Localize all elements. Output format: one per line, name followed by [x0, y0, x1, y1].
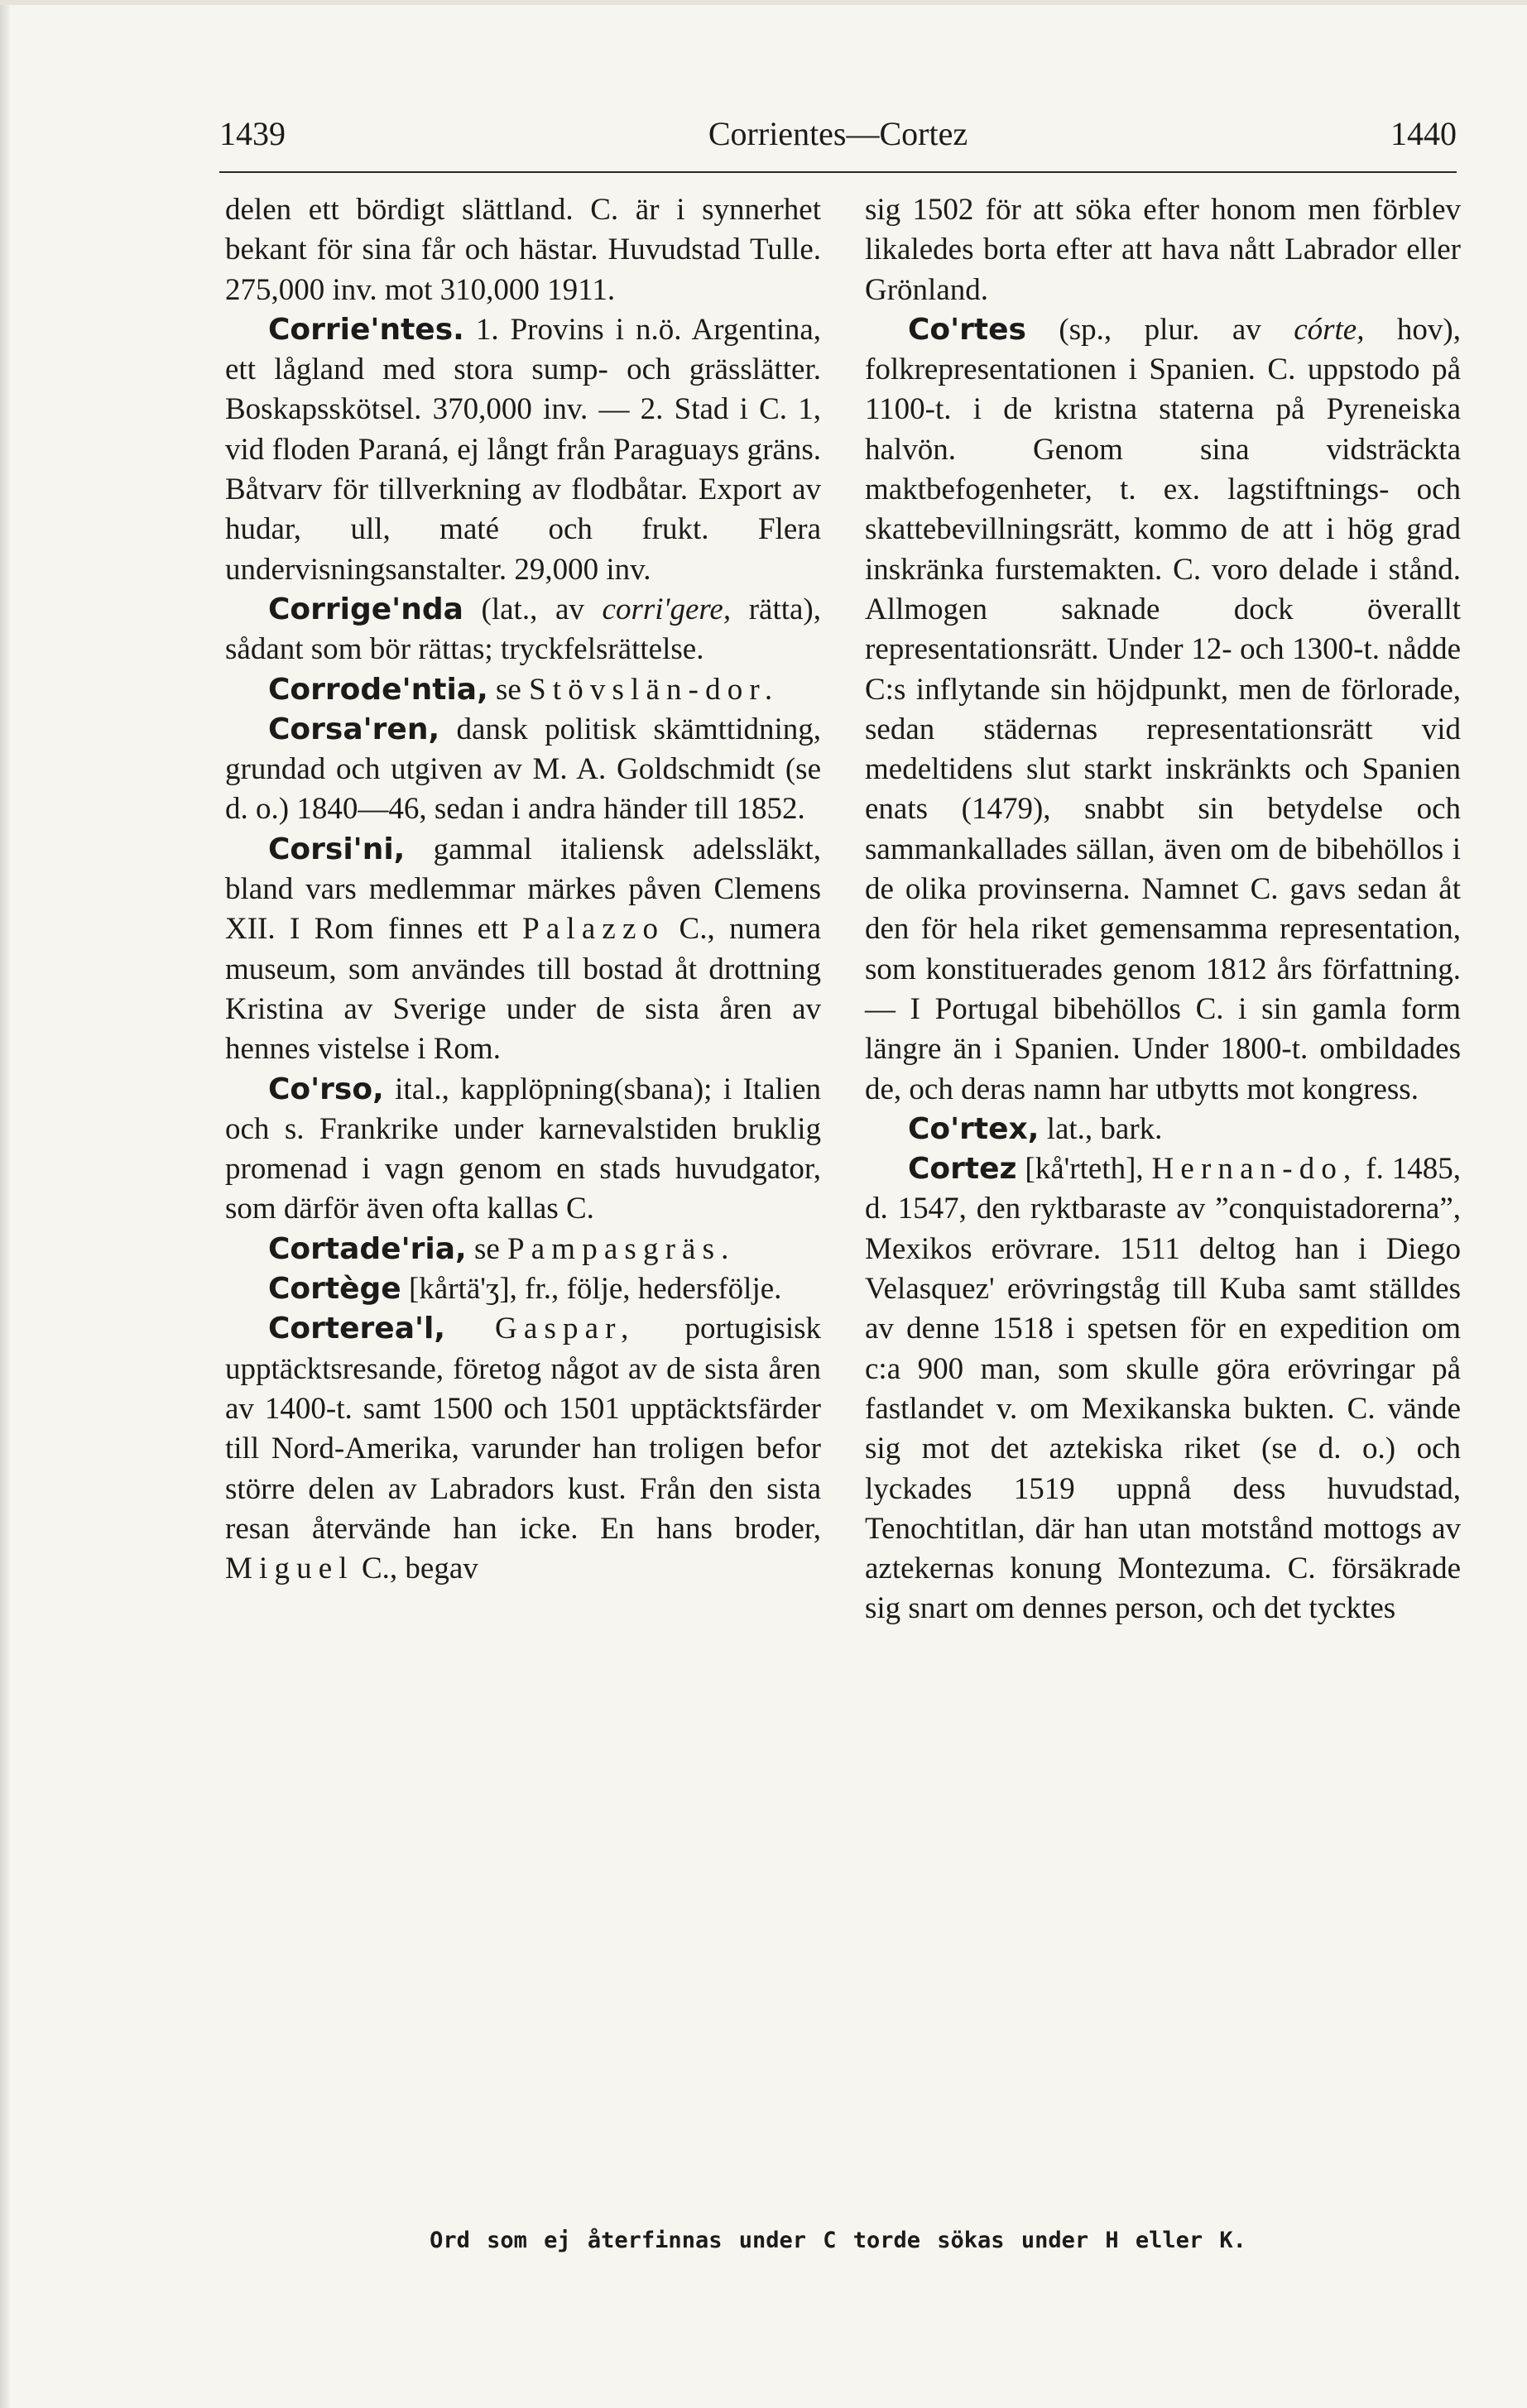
- right-column: [865, 190, 1461, 2218]
- headword: Co'rso,: [268, 1072, 384, 1106]
- entry-cortaderia: Cortade'ria, se Pampasgräs.: [268, 1231, 736, 1266]
- entry-corrigenda: Corrige'nda (lat., av corri'gere, rätta), sådant som bör rättas; tryckfelsrättelse.: [225, 592, 822, 667]
- running-title: Corrientes—Cortez: [708, 115, 968, 152]
- cross-reference: Pampasgräs.: [507, 1231, 736, 1266]
- headword: Co'rtex,: [908, 1111, 1040, 1146]
- page-left-edge: [0, 0, 10, 2408]
- headword: Co'rtes: [908, 312, 1026, 347]
- page-top-edge: [0, 0, 1527, 5]
- entry-corrodentia: Corrode'ntia, se Stövslän-dor.: [268, 672, 780, 707]
- entry-cortes: Co'rtes (sp., plur. av córte, hov), folkrepresentationen i Spanien. C. uppstodo på 1100-t. i de kristna staterna på Pyreneiska halvön. Genom sina vidsträckta maktbefogenheter, t. ex. lagstiftnings- och skattebevillningsrätt, kommo de att i hög grad inskränka furstemakten. C. voro delade i stånd. Allmogen saknade dock överallt representationsrätt. Under 12- och 1300-t. nådde C:s inflytande sin höjdpunkt, men de förlorade, sedan städernas representationsrätt vid medeltidens slut starkt inskränkts och Spanien enats (1479), snabbt sin betydelse och sammankallades sällan, även om de bibehöllos i de olika provinserna. Namnet C. gavs sedan åt den för hela riket gemensamma representation, som konstituerades genom 1812 års författning. — I Portugal bibehöllos C. i sin gamla form längre än i Spanien. Under 1800-t. ombildades de, och deras namn har utbytts mot kongress.: [865, 312, 1461, 1106]
- entry-corsaren: Corsa'ren, dansk politisk skämttidning, grundad och utgiven av M. A. Goldschmidt (se d. o.) 1840—46, sedan i andra händer till 1852.: [225, 712, 821, 827]
- headword: Cortez: [908, 1152, 1017, 1187]
- entry-corsini: Corsi'ni, gammal italiensk adelssläkt, bland vars medlemmar märkes påven Clemens XII. I Rom finnes ett Palazzo C., numera museum, som användes till bostad åt drottning Kristina av Sverige under de sista åren av hennes vistelse i Rom.: [225, 832, 822, 1067]
- footer-note: Ord som ej återfinnas under C torde sökas under H eller K.: [430, 2228, 1246, 2253]
- entry-cortez: Cortez [kå'rteth], Hernan-do, f. 1485, d. 1547, den ryktbaraste av ”conquistadorerna”, Mexikos erövrare. 1511 deltog han i Diego Velasquez' erövringståg till Kuba samt ställdes av denne 1518 i spetsen för en expedition om c:a 900 man, som skulle göra erövringar på fastlandet v. om Mexikanska bukten. C. vände sig mot det aztekiska riket (se d. o.) och lyckades 1519 uppnå dess huvudstad, Tenochtitlan, där han utan motstånd mottogs av aztekernas konung Montezuma. C. försäkrade sig snart om dennes person, och det tycktes: [865, 1152, 1461, 1626]
- entry-corso: Co'rso, ital., kapplöpning(sbana); i Italien och s. Frankrike under karnevalstiden bruklig promenad i vagn genom en stads huvudgator, som därför även ofta kallas C.: [225, 1072, 821, 1226]
- continued-text: delen ett bördigt slättland. C. är i synnerhet bekant för sina får och hästar. Huvudstad Tulle. 275,000 inv. mot 310,000 1911.: [225, 193, 821, 307]
- left-column: [225, 190, 821, 2218]
- page-number-right: 1440: [1390, 115, 1457, 152]
- headword: Cortège: [268, 1272, 401, 1307]
- headword: Corrie'ntes.: [268, 312, 464, 347]
- headword: Corrode'ntia,: [268, 672, 488, 707]
- entry-corterreal: Corterea'l, Gaspar, portugisisk upptäcktsresande, företog något av de sista åren av 1400-t. samt 1500 och 1501 upptäcktsfärder till Nord-Amerika, varunder han troligen befor större delen av Labradors kust. Från den sista resan återvände han icke. En hans broder, Miguel C., begav: [225, 1312, 821, 1586]
- headword: Cortade'ria,: [268, 1231, 467, 1266]
- entry-cortege: Cortège [kårtä'ʒ], fr., följe, hedersfölje.: [268, 1272, 782, 1307]
- headword: Corterea'l,: [268, 1312, 446, 1346]
- continued-text: sig 1502 för att söka efter honom men förblev likaledes borta efter att hava nått Labrador eller Grönland.: [865, 193, 1461, 307]
- headword: Corsa'ren,: [268, 712, 440, 746]
- entry-corrientes: Corrie'ntes. 1. Provins i n.ö. Argentina, ett lågland med stora sump- och grässlätter. Boskapsskötsel. 370,000 inv. — 2. Stad i C. 1, vid floden Paraná, ej långt från Paraguays gräns. Båtvarv för tillverkning av flodbåtar. Export av hudar, ull, maté och frukt. Flera undervisningsanstalter. 29,000 inv.: [225, 312, 821, 587]
- cross-reference: Stövslän-dor.: [529, 672, 780, 707]
- page-header: [219, 108, 1457, 174]
- entry-cortex: Co'rtex, lat., bark.: [908, 1111, 1163, 1146]
- headword: Corrige'nda: [268, 592, 463, 626]
- header-rule: [219, 171, 1457, 173]
- page-number-left: 1439: [219, 115, 286, 152]
- headword: Corsi'ni,: [268, 832, 406, 866]
